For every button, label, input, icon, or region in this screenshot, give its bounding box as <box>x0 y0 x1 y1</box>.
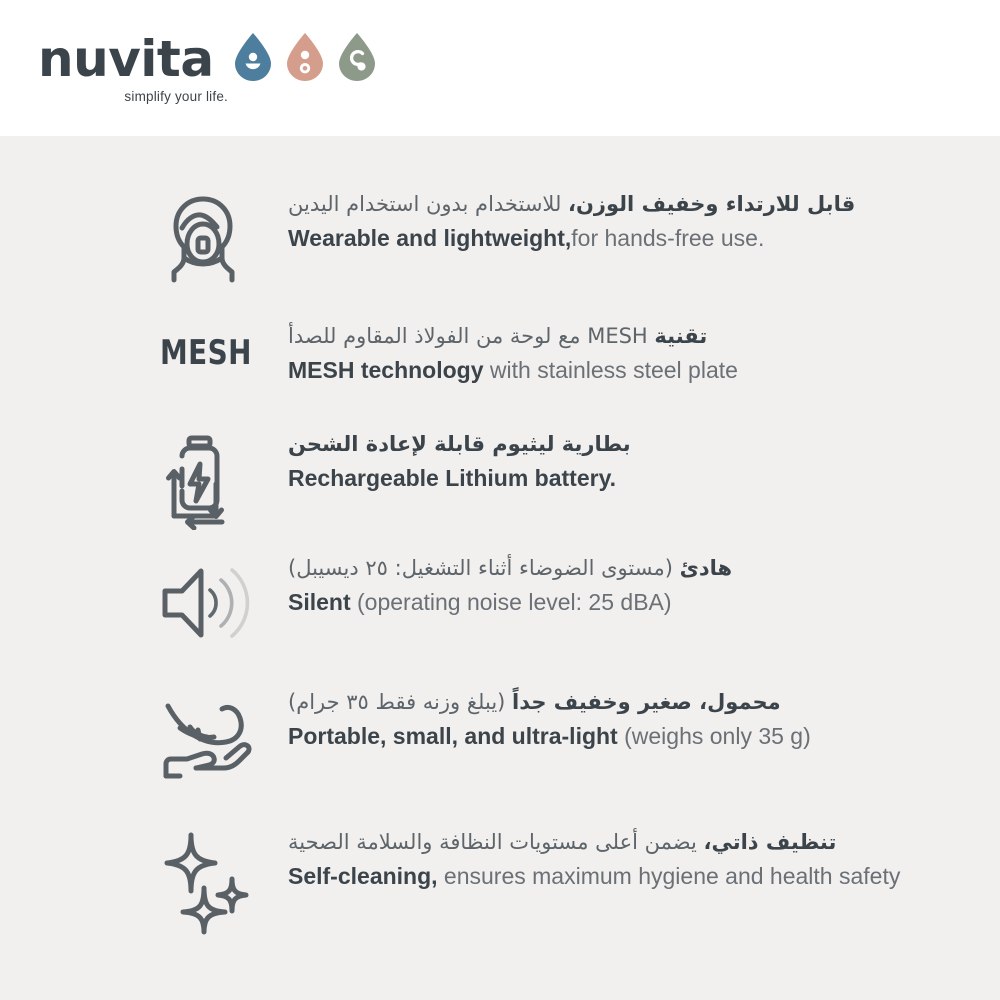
feature-arabic-rest: (مستوى الضوضاء أثناء التشغيل: ٢٥ ديسيبل) <box>288 556 680 580</box>
feature-english-bold: Wearable and lightweight, <box>288 224 572 251</box>
mesh-wordmark-label: MESH <box>160 333 252 373</box>
hand-holding-device-icon <box>160 688 288 784</box>
feature-text <box>288 554 1000 617</box>
feature-english-rest: (operating noise level: 25 dBA) <box>350 588 672 615</box>
feature-arabic-line <box>288 322 707 352</box>
droplet-smile-blue-icon <box>232 32 274 82</box>
feature-text <box>288 688 1000 751</box>
head-with-mask-glyph <box>160 194 246 286</box>
feature-arabic-line <box>288 190 855 220</box>
hand-holding-device-glyph <box>160 692 256 784</box>
sparkles-icon <box>160 828 288 936</box>
feature-arabic-line <box>288 430 631 460</box>
feature-english-line <box>288 721 1000 751</box>
brand-wordmark: nuvita <box>38 30 214 88</box>
feature-row <box>0 430 1000 530</box>
feature-row <box>0 828 1000 936</box>
head-with-mask-icon <box>160 190 288 286</box>
feature-english-line <box>288 223 1000 253</box>
brand-logo <box>38 30 228 104</box>
speaker-volume-icon <box>160 554 288 648</box>
feature-english-line <box>288 355 1000 385</box>
feature-arabic-rest: (يبلغ وزنه فقط ٣٥ جرام) <box>288 690 513 714</box>
feature-arabic-line <box>288 688 781 718</box>
rechargeable-battery-glyph <box>160 434 246 530</box>
feature-english-line <box>288 587 1000 617</box>
brand-tagline: simplify your life. <box>124 89 228 104</box>
feature-english-line <box>288 861 1000 891</box>
header-bar <box>0 0 1000 136</box>
rechargeable-battery-icon <box>160 430 288 530</box>
feature-row <box>0 190 1000 286</box>
feature-arabic-bold: بطارية ليثيوم قابلة لإعادة الشحن <box>288 432 631 456</box>
feature-english-bold: Self-cleaning, <box>288 862 438 889</box>
feature-row <box>0 688 1000 784</box>
feature-english-rest: for hands-free use. <box>571 224 765 251</box>
feature-arabic-line <box>288 554 732 584</box>
feature-arabic-bold: محمول، صغير وخفيف جداً <box>512 690 781 714</box>
feature-english-bold: MESH technology <box>288 356 484 383</box>
feature-row <box>0 554 1000 648</box>
mesh-wordmark-icon <box>160 322 288 373</box>
feature-english-rest: ensures maximum hygiene and health safety <box>437 862 901 889</box>
feature-text <box>288 430 1000 493</box>
feature-arabic-rest: للاستخدام بدون استخدام اليدين <box>288 192 569 216</box>
speaker-volume-glyph <box>160 558 252 648</box>
feature-arabic-rest: يضمن أعلى مستويات النظافة والسلامة الصحية <box>288 830 704 854</box>
droplet-smile-terracotta-icon <box>284 32 326 82</box>
feature-arabic-bold: قابل للارتداء وخفيف الوزن، <box>568 192 856 216</box>
feature-list <box>0 136 1000 1000</box>
droplet-smile-sage-icon <box>336 32 378 82</box>
feature-text <box>288 190 1000 253</box>
droplet-logo-group <box>232 32 378 82</box>
feature-arabic-rest: MESH مع لوحة من الفولاذ المقاوم للصدأ <box>288 324 655 348</box>
feature-english-rest: (weighs only 35 g) <box>617 722 811 749</box>
feature-english-bold: Portable, small, and ultra-light <box>288 722 618 749</box>
feature-english-bold: Silent <box>288 588 351 615</box>
feature-text <box>288 828 1000 891</box>
feature-english-line <box>288 463 1000 493</box>
feature-english-rest: with stainless steel plate <box>483 356 738 383</box>
feature-arabic-bold: هادئ <box>679 556 733 580</box>
feature-row <box>0 322 1000 385</box>
feature-text <box>288 322 1000 385</box>
feature-arabic-bold: تقنية <box>654 324 708 348</box>
feature-english-bold: Rechargeable Lithium battery. <box>288 464 617 491</box>
feature-arabic-bold: تنظيف ذاتي، <box>703 830 837 854</box>
sparkles-glyph <box>160 832 256 936</box>
feature-arabic-line <box>288 828 836 858</box>
